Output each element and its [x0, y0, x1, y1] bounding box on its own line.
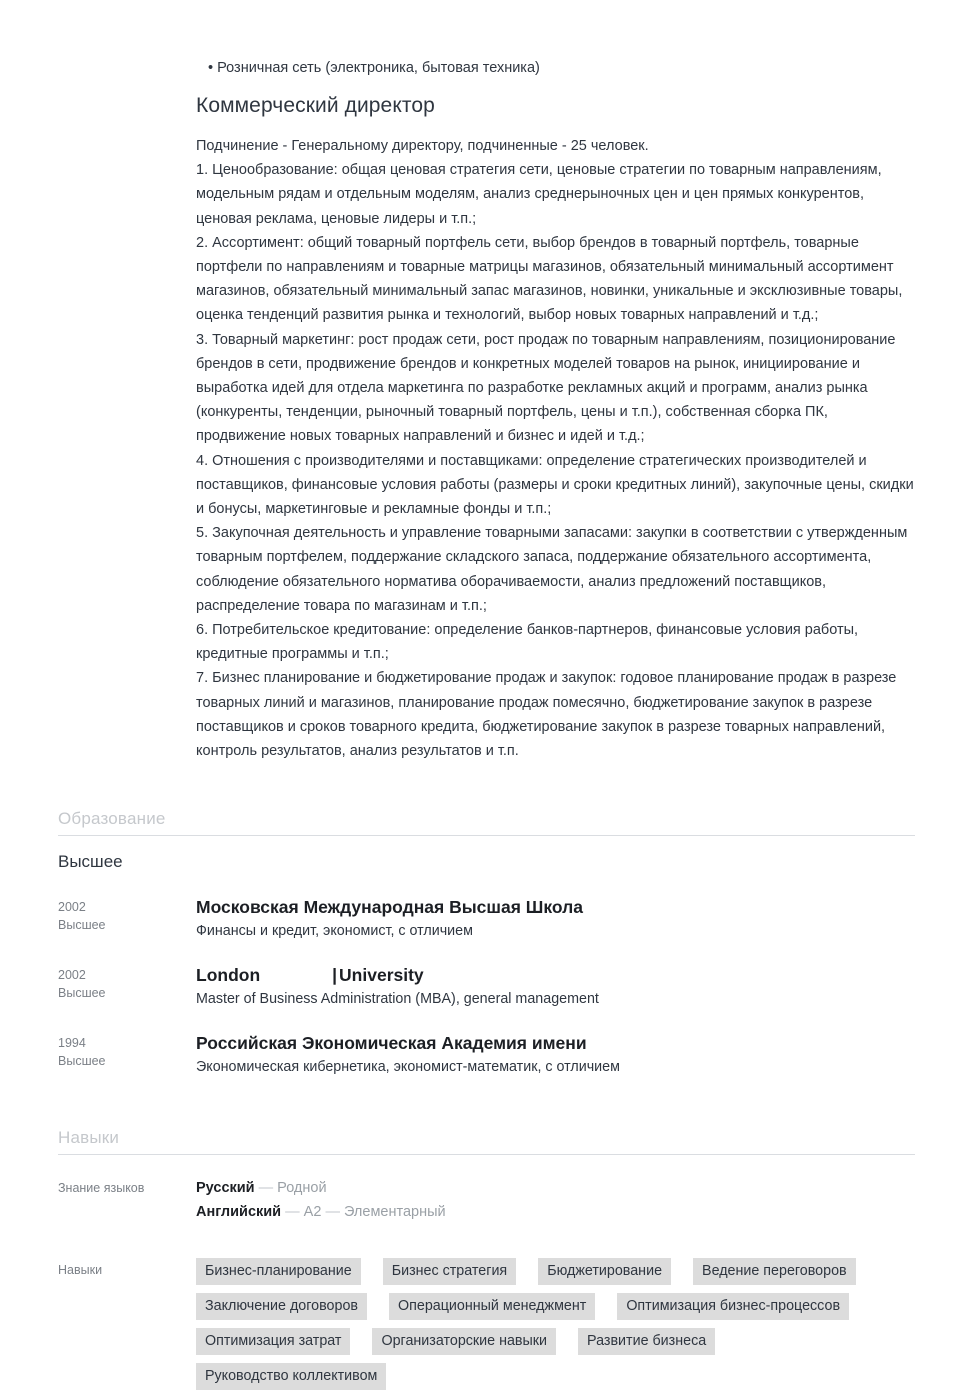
education-specialization: Экономическая кибернетика, экономист-математик, с отличием — [196, 1059, 620, 1076]
education-specialization: Master of Business Administration (MBA), general management — [196, 991, 599, 1008]
duty-paragraph: 5. Закупочная деятельность и управление товарными запасами: закупки в соответствии с утвержденным товарным портфелем, поддержание складского запаса, поддержание обязательного ассортимента, соблюдение обязательного норматива оборачиваемости, анализ предложений поставщиков, распределение товара по магазинам и т.п.; — [196, 525, 908, 614]
education-level: Высшее — [58, 1054, 106, 1069]
education-entry-meta — [58, 963, 196, 1010]
education-section — [0, 809, 955, 1078]
language-level: Элементарный — [343, 1204, 446, 1221]
job-title: Коммерческий директор — [196, 94, 435, 117]
language-level: Родной — [277, 1180, 327, 1197]
education-level: Высшее — [58, 918, 106, 933]
education-level-title: Высшее — [58, 852, 123, 872]
education-entry-body — [196, 1031, 915, 1078]
education-year: 1994 — [58, 1036, 86, 1051]
skill-tag[interactable]: Развитие бизнеса — [578, 1328, 715, 1355]
duty-paragraph: 3. Товарный маркетинг: рост продаж сети, рост продаж по товарным направлениям, позиционирование брендов в сети, продвижение брендов и конкретных моделей товаров на рынок, инициирование и выработка идей для отдела маркетинга по разработке рекламных акций и программ, анализ рынка (конкуренты, тенденции, рыночный товарный портфель, цены и т.п.), собственная сборка ПК, продвижение новых товарных направлений и бизнес и идей и т.д.; — [196, 331, 896, 445]
skills-section-header — [58, 1128, 915, 1155]
duty-paragraph: Подчинение - Генеральному директору, подчиненные - 25 человек. — [196, 138, 649, 154]
education-entry-body — [196, 963, 915, 1010]
skill-tag[interactable]: Операционный менеджмент — [389, 1293, 595, 1320]
skills-tags-row — [58, 1258, 915, 1390]
education-specialization: Финансы и кредит, экономист, с отличием — [196, 923, 473, 940]
language-dash: — — [285, 1204, 300, 1221]
job-duties — [196, 134, 915, 763]
skill-tag[interactable]: Руководство коллективом — [196, 1363, 386, 1390]
skills-label: Навыки — [58, 1263, 103, 1278]
duty-paragraph: 1. Ценообразование: общая ценовая стратегия сети, ценовые стратегии по товарным направлениям, модельным рядам и отдельным моделям, анализ среднерыночных цен и цен прямых конкурентов, ценовая реклама, ценовые лидеры и т.п.; — [196, 162, 882, 227]
language-name: Русский — [196, 1180, 255, 1197]
education-institution-name-prefix: London — [196, 965, 261, 986]
language-item — [196, 1176, 915, 1200]
skill-tag[interactable]: Бюджетирование — [538, 1258, 671, 1285]
education-institution-name[interactable] — [196, 963, 915, 987]
skill-tag[interactable]: Организаторские навыки — [372, 1328, 556, 1355]
language-level: A2 — [303, 1204, 322, 1221]
duty-paragraph: 2. Ассортимент: общий товарный портфель сети, выбор брендов в товарный портфель, товарные портфели по направлениям и товарные матрицы магазинов, обязательный минимальный ассортимент магазинов, обязательный минимальный запас магазинов, новинки, уникальные и эксклюзивные товары, оценка тенденций развития рынка и технологий, выбор новых товарных направлений и т.д.; — [196, 234, 903, 324]
education-year: 2002 — [58, 968, 86, 983]
education-institution-name[interactable]: Российская Экономическая Академия имени — [196, 1033, 587, 1054]
language-dash: — — [325, 1204, 340, 1221]
education-level: Высшее — [58, 986, 106, 1001]
duty-paragraph: 4. Отношения с производителями и поставщиками: определение стратегических производителей и поставщиков, финансовые условия работы (размеры и сроки кредитных линий), закупочные цены, скидки и бонусы, маркетинговые и рекламные фонды и т.п.; — [196, 452, 914, 518]
languages-label: Знание языков — [58, 1181, 145, 1196]
education-institution-name[interactable]: Московская Международная Высшая Школа — [196, 897, 584, 918]
education-entry — [58, 1031, 915, 1078]
education-institution-name-suffix: University — [339, 965, 424, 986]
skill-tag-list — [196, 1258, 886, 1390]
language-dash: — — [258, 1180, 274, 1197]
company-bullet: • Розничная сеть (электроника, бытовая техника) — [208, 60, 540, 76]
language-name: Английский — [196, 1204, 282, 1221]
education-entry — [58, 895, 915, 942]
education-institution-name-separator: | — [332, 965, 338, 986]
duty-paragraph: 6. Потребительское кредитование: определение банков-партнеров, финансовые условия работы, кредитные программы и т.п.; — [196, 622, 859, 663]
skill-tag[interactable]: Оптимизация бизнес-процессов — [617, 1293, 849, 1320]
education-entry — [58, 963, 915, 1010]
education-entry-meta — [58, 895, 196, 942]
languages-row — [58, 1176, 915, 1224]
skills-tags-body — [196, 1258, 915, 1390]
skill-tag[interactable]: Бизнес-планирование — [196, 1258, 361, 1285]
languages-body — [196, 1176, 915, 1224]
education-year: 2002 — [58, 900, 86, 915]
skill-tag[interactable]: Бизнес стратегия — [383, 1258, 516, 1285]
skills-section — [0, 1128, 955, 1390]
skills-section-label: Навыки — [58, 1128, 120, 1148]
education-entry-meta — [58, 1031, 196, 1078]
language-item — [196, 1200, 915, 1224]
education-section-label: Образование — [58, 809, 166, 829]
duty-paragraph: 7. Бизнес планирование и бюджетирование продаж и закупок: годовое планирование продаж в разрезе товарных линий и магазинов, планирование продаж помесячно, бюджетирование закупок в разрезе поставщиков и сроков товарного кредита, бюджетирование закупок в разрезе товарных направлений, контроль результатов, анализ результатов и т.п. — [196, 670, 897, 760]
education-section-header — [58, 809, 915, 836]
skill-tag[interactable]: Ведение переговоров — [693, 1258, 856, 1285]
education-entry-body — [196, 895, 915, 942]
skill-tag[interactable]: Заключение договоров — [196, 1293, 367, 1320]
skill-tag[interactable]: Оптимизация затрат — [196, 1328, 350, 1355]
